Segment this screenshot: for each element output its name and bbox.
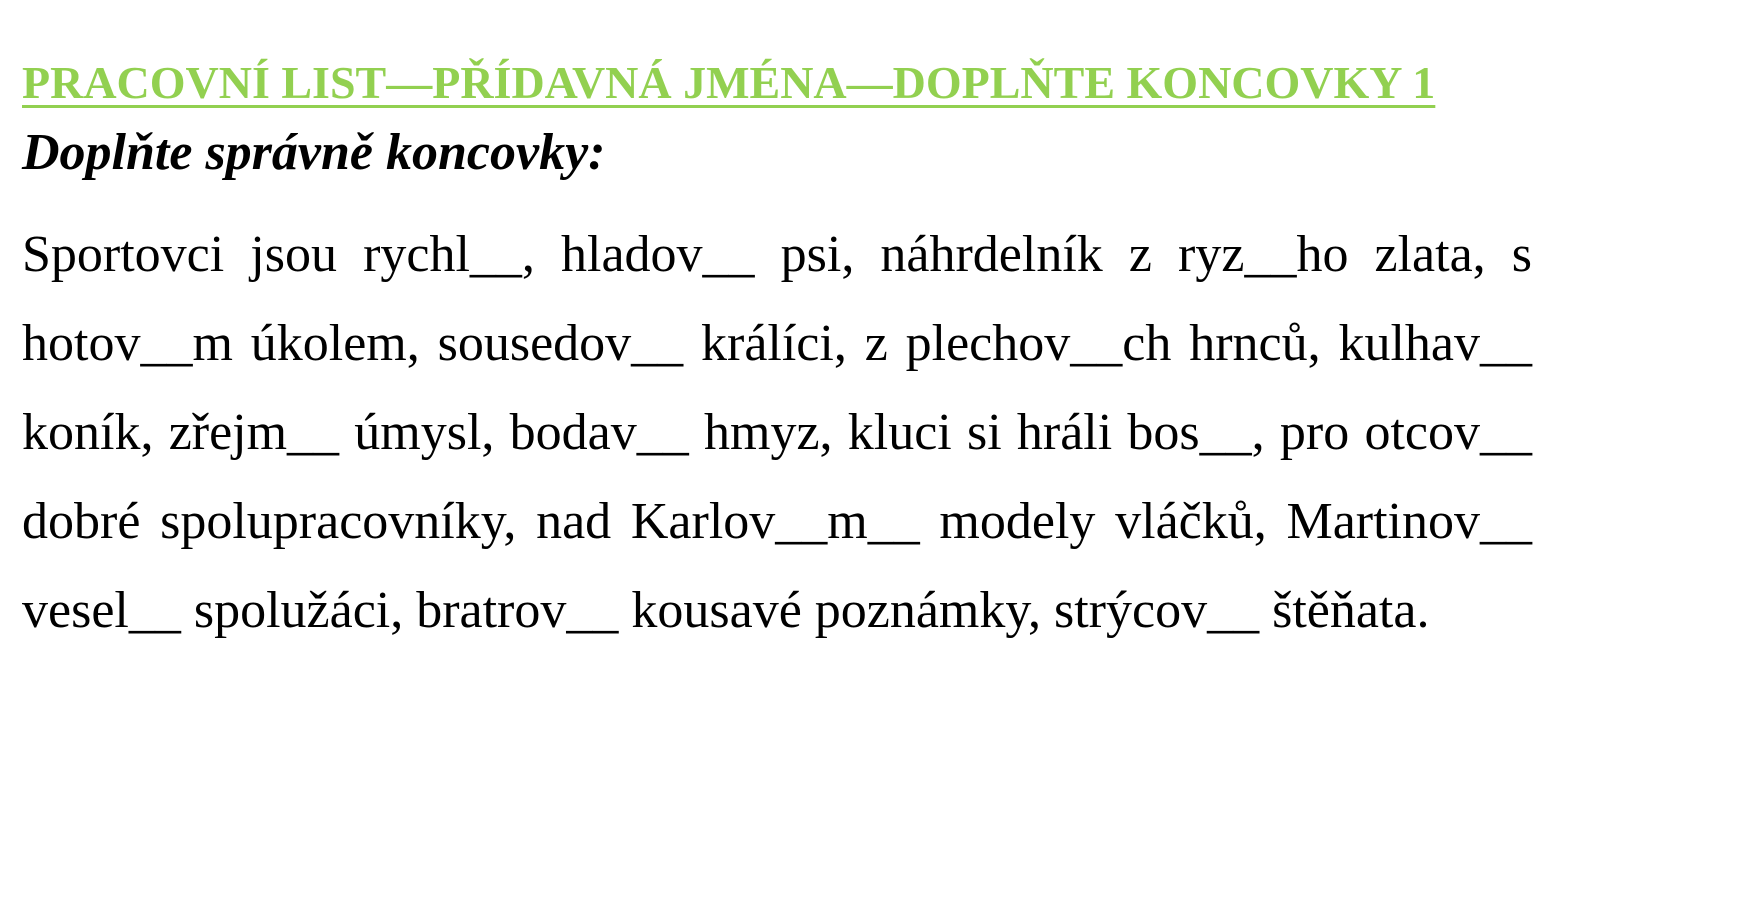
worksheet-title: PRACOVNÍ LIST—PŘÍDAVNÁ JMÉNA—DOPLŇTE KONCOVKY 1 (22, 57, 1436, 108)
instruction-heading: Doplňte správně koncovky: (22, 124, 606, 181)
exercise-paragraph: Sportovci jsou rychl__, hladov__ psi, náhrdelník z ryz__ho zlata, s hotov__m úkolem, sousedov__ králíci, z plechov__ch hrnců, kulhav__ koník, zřejm__ úmysl, bodav__ hmyz, kluci si hráli bos__, pro otcov__ dobré spolupracovníky, nad Karlov__m__ modely vláčků, Martinov__ vesel__ spolužáci, bratrov__ kousavé poznámky, strýcov__ štěňata. (22, 226, 1532, 639)
worksheet-page (22, 52, 1532, 655)
